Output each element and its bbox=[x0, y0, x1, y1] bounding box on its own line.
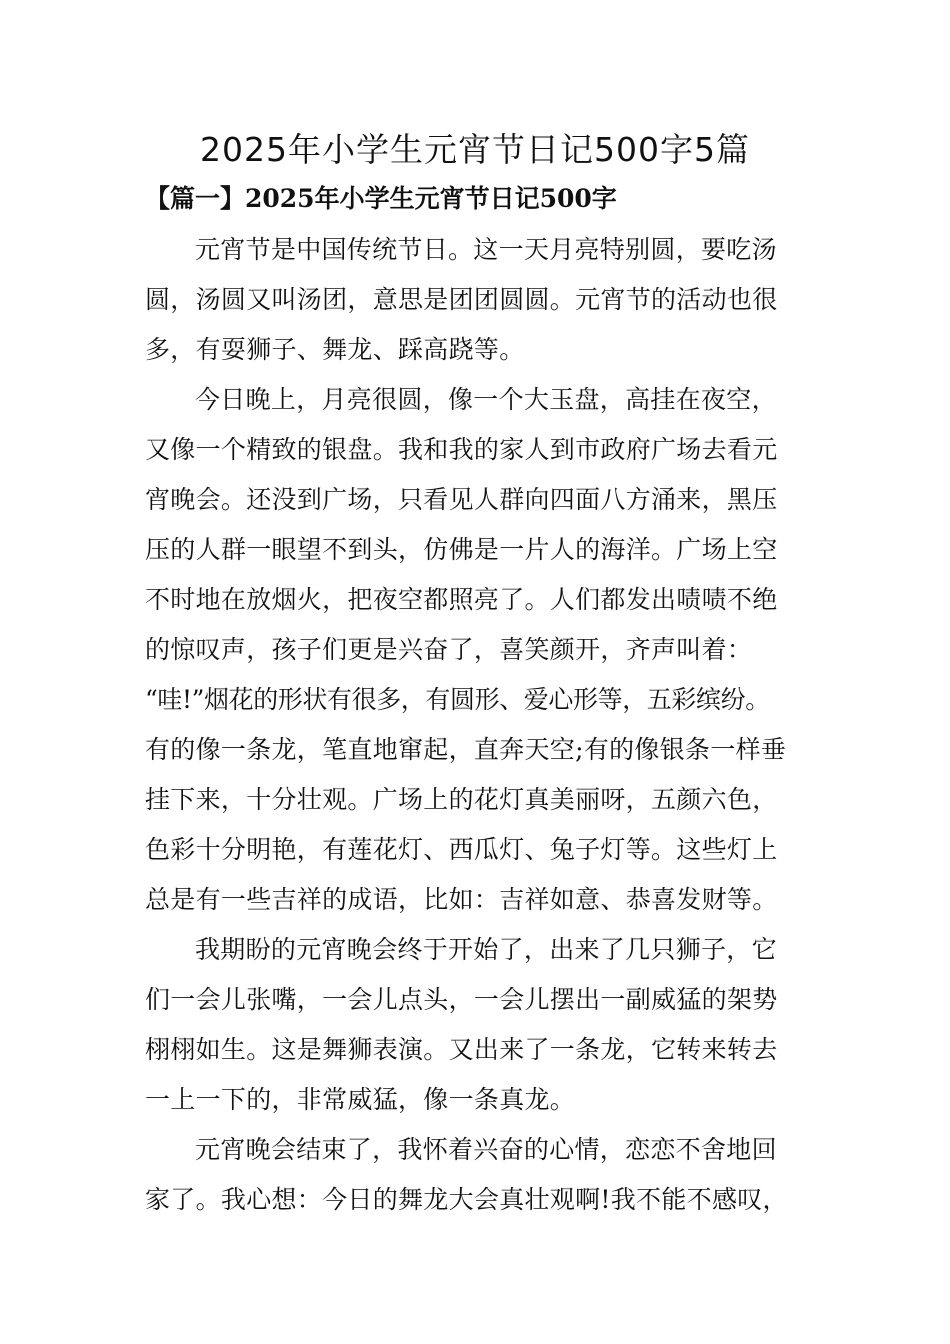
paragraph-2-line-9: 挂下来，十分壮观。广场上的花灯真美丽呀，五颜六色， bbox=[145, 785, 778, 814]
paragraph-3-line-3: 栩栩如生。这是舞狮表演。又出来了一条龙，它转来转去 bbox=[145, 1035, 778, 1064]
paragraph-4-line-1: 元宵晚会结束了，我怀着兴奋的心情，恋恋不舍地回 bbox=[195, 1135, 777, 1164]
paragraph-3-line-1: 我期盼的元宵晚会终于开始了，出来了几只狮子，它 bbox=[195, 935, 777, 964]
paragraph-2-line-3: 宵晚会。还没到广场，只看见人群向四面八方涌来，黑压 bbox=[145, 485, 778, 514]
paragraph-1-line-3: 多，有耍狮子、舞龙、踩高跷等。 bbox=[145, 335, 525, 364]
paragraph-3-line-2: 们一会儿张嘴，一会儿点头，一会儿摆出一副威猛的架势 bbox=[145, 985, 778, 1014]
paragraph-2-line-2: 又像一个精致的银盘。我和我的家人到市政府广场去看元 bbox=[145, 435, 778, 464]
paragraph-2-line-5: 不时地在放烟火，把夜空都照亮了。人们都发出啧啧不绝 bbox=[145, 585, 778, 614]
paragraph-2-line-1: 今日晚上，月亮很圆，像一个大玉盘，高挂在夜空， bbox=[195, 385, 777, 414]
paragraph-4-line-2: 家了。我心想：今日的舞龙大会真壮观啊!我不能不感叹， bbox=[145, 1185, 788, 1214]
paragraph-2-line-4: 压的人群一眼望不到头，仿佛是一片人的海洋。广场上空 bbox=[145, 535, 778, 564]
paragraph-2-line-6: 的惊叹声，孩子们更是兴奋了，喜笑颜开，齐声叫着： bbox=[145, 635, 753, 664]
document-title: 2025年小学生元宵节日记500字5篇 bbox=[200, 130, 750, 169]
paragraph-2-line-7: “哇!”烟花的形状有很多，有圆形、爱心形等，五彩缤纷。 bbox=[145, 685, 770, 714]
paragraph-2-line-10: 色彩十分明艳，有莲花灯、西瓜灯、兔子灯等。这些灯上 bbox=[145, 835, 778, 864]
section-heading: 【篇一】2025年小学生元宵节日记500字 bbox=[145, 184, 617, 213]
paragraph-1-line-1: 元宵节是中国传统节日。这一天月亮特别圆，要吃汤 bbox=[195, 235, 777, 264]
paragraph-3-line-4: 一上一下的，非常威猛，像一条真龙。 bbox=[145, 1085, 576, 1114]
paragraph-2-line-8: 有的像一条龙，笔直地窜起，直奔天空;有的像银条一样垂 bbox=[145, 735, 787, 764]
paragraph-1-line-2: 圆，汤圆又叫汤团，意思是团团圆圆。元宵节的活动也很 bbox=[145, 285, 778, 314]
paragraph-2-line-11: 总是有一些吉祥的成语，比如：吉祥如意、恭喜发财等。 bbox=[145, 885, 778, 914]
